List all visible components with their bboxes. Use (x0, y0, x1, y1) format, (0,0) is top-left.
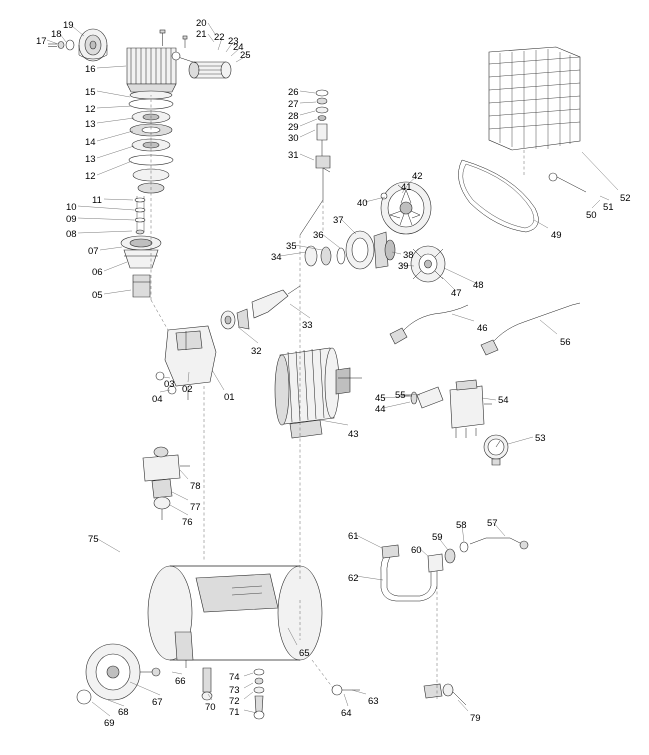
callout-number-35: 35 (286, 241, 297, 252)
part-group-cylinder-head (127, 48, 176, 99)
callout-number-69: 69 (104, 718, 115, 729)
callout-number-63: 63 (368, 696, 379, 707)
callout-number-45: 45 (375, 393, 386, 404)
callout-number-70: 70 (205, 702, 216, 713)
callout-number-04: 04 (152, 394, 163, 405)
callout-number-41: 41 (401, 182, 412, 193)
callout-number-18: 18 (51, 29, 62, 40)
part-group-capacitor (400, 387, 443, 408)
callout-number-28: 28 (288, 111, 299, 122)
callout-number-48: 48 (473, 280, 484, 291)
callout-number-57: 57 (487, 518, 498, 529)
callout-number-47: 47 (451, 288, 462, 299)
callout-number-56: 56 (560, 337, 571, 348)
callout-number-79: 79 (470, 713, 481, 724)
callout-number-65: 65 (299, 648, 310, 659)
callout-number-64: 64 (341, 708, 352, 719)
callout-number-75: 75 (88, 534, 99, 545)
callout-number-14: 14 (85, 137, 96, 148)
callout-number-31: 31 (288, 150, 299, 161)
part-group-motor (275, 348, 362, 438)
callout-number-55: 55 (395, 390, 406, 401)
callout-number-06: 06 (92, 267, 103, 278)
callout-number-26: 26 (288, 87, 299, 98)
part-group-air-filter (172, 52, 231, 78)
callout-number-07: 07 (88, 246, 99, 257)
callout-number-20: 20 (196, 18, 207, 29)
callout-number-52: 52 (620, 193, 631, 204)
callout-number-16: 16 (85, 64, 96, 75)
callout-number-12b: 12 (85, 171, 96, 182)
callout-number-23: 23 (228, 36, 239, 47)
part-group-piston (121, 196, 161, 297)
callout-number-03: 03 (164, 379, 175, 390)
callout-number-34: 34 (271, 252, 282, 263)
callout-number-78: 78 (190, 481, 201, 492)
callout-number-62: 62 (348, 573, 359, 584)
part-group-wheel (77, 644, 160, 704)
callout-number-44: 44 (375, 404, 386, 415)
callout-number-72: 72 (229, 696, 240, 707)
part-group-head-bolts (160, 30, 187, 48)
part-group-discharge-tube (300, 538, 528, 700)
callout-number-11: 11 (92, 195, 102, 206)
callout-number-76: 76 (182, 517, 193, 528)
callout-number-73: 73 (229, 685, 240, 696)
callout-number-19: 19 (63, 20, 74, 31)
callout-number-37: 37 (333, 215, 344, 226)
callout-number-53: 53 (535, 433, 546, 444)
callout-number-59: 59 (432, 532, 443, 543)
callout-number-27: 27 (288, 99, 299, 110)
callout-number-49: 49 (551, 230, 562, 241)
part-group-pressure-switch (450, 380, 492, 438)
callout-number-46: 46 (477, 323, 488, 334)
callout-number-51: 51 (603, 202, 614, 213)
callout-number-38: 38 (403, 250, 414, 261)
callout-number-25: 25 (240, 50, 251, 61)
callout-number-01: 01 (224, 392, 235, 403)
callout-number-43: 43 (348, 429, 359, 440)
callout-number-40: 40 (357, 198, 368, 209)
part-group-shaft (221, 286, 300, 329)
callout-number-30: 30 (288, 133, 299, 144)
callout-number-05: 05 (92, 290, 103, 301)
callout-number-74: 74 (229, 672, 240, 683)
callout-number-10: 10 (66, 202, 77, 213)
callout-number-12a: 12 (85, 104, 96, 115)
callout-number-32: 32 (251, 346, 262, 357)
part-group-crank-assembly (305, 231, 445, 282)
callout-number-13a: 13 (85, 119, 96, 130)
callout-number-60: 60 (411, 545, 422, 556)
callout-number-08: 08 (66, 229, 77, 240)
callout-number-24: 24 (233, 42, 244, 53)
callout-number-42: 42 (412, 171, 423, 182)
callout-number-54: 54 (498, 395, 509, 406)
callout-number-67: 67 (152, 697, 163, 708)
part-group-drain-valve (312, 660, 360, 695)
callout-number-33: 33 (302, 320, 313, 331)
callout-number-09: 09 (66, 214, 77, 225)
part-group-safety-valve (300, 90, 330, 235)
callout-number-50: 50 (586, 210, 597, 221)
callout-number-36: 36 (313, 230, 324, 241)
callout-number-39: 39 (398, 261, 409, 272)
callout-number-17: 17 (36, 36, 47, 47)
callout-number-71: 71 (229, 707, 240, 718)
part-group-belt (458, 160, 538, 232)
callout-number-66: 66 (175, 676, 186, 687)
part-group-cooler (489, 47, 586, 192)
callout-number-29: 29 (288, 122, 299, 133)
callout-number-21: 21 (196, 29, 207, 40)
callout-number-15: 15 (85, 87, 96, 98)
callout-number-02: 02 (182, 384, 193, 395)
callout-number-68: 68 (118, 707, 129, 718)
callout-number-61: 61 (348, 531, 359, 542)
callout-number-58: 58 (456, 520, 467, 531)
callout-number-13b: 13 (85, 154, 96, 165)
part-group-gauge (484, 435, 508, 465)
part-group-tank (148, 566, 322, 668)
callout-number-22: 22 (214, 32, 225, 43)
callout-number-77: 77 (190, 502, 201, 513)
part-group-regulator (143, 447, 190, 520)
